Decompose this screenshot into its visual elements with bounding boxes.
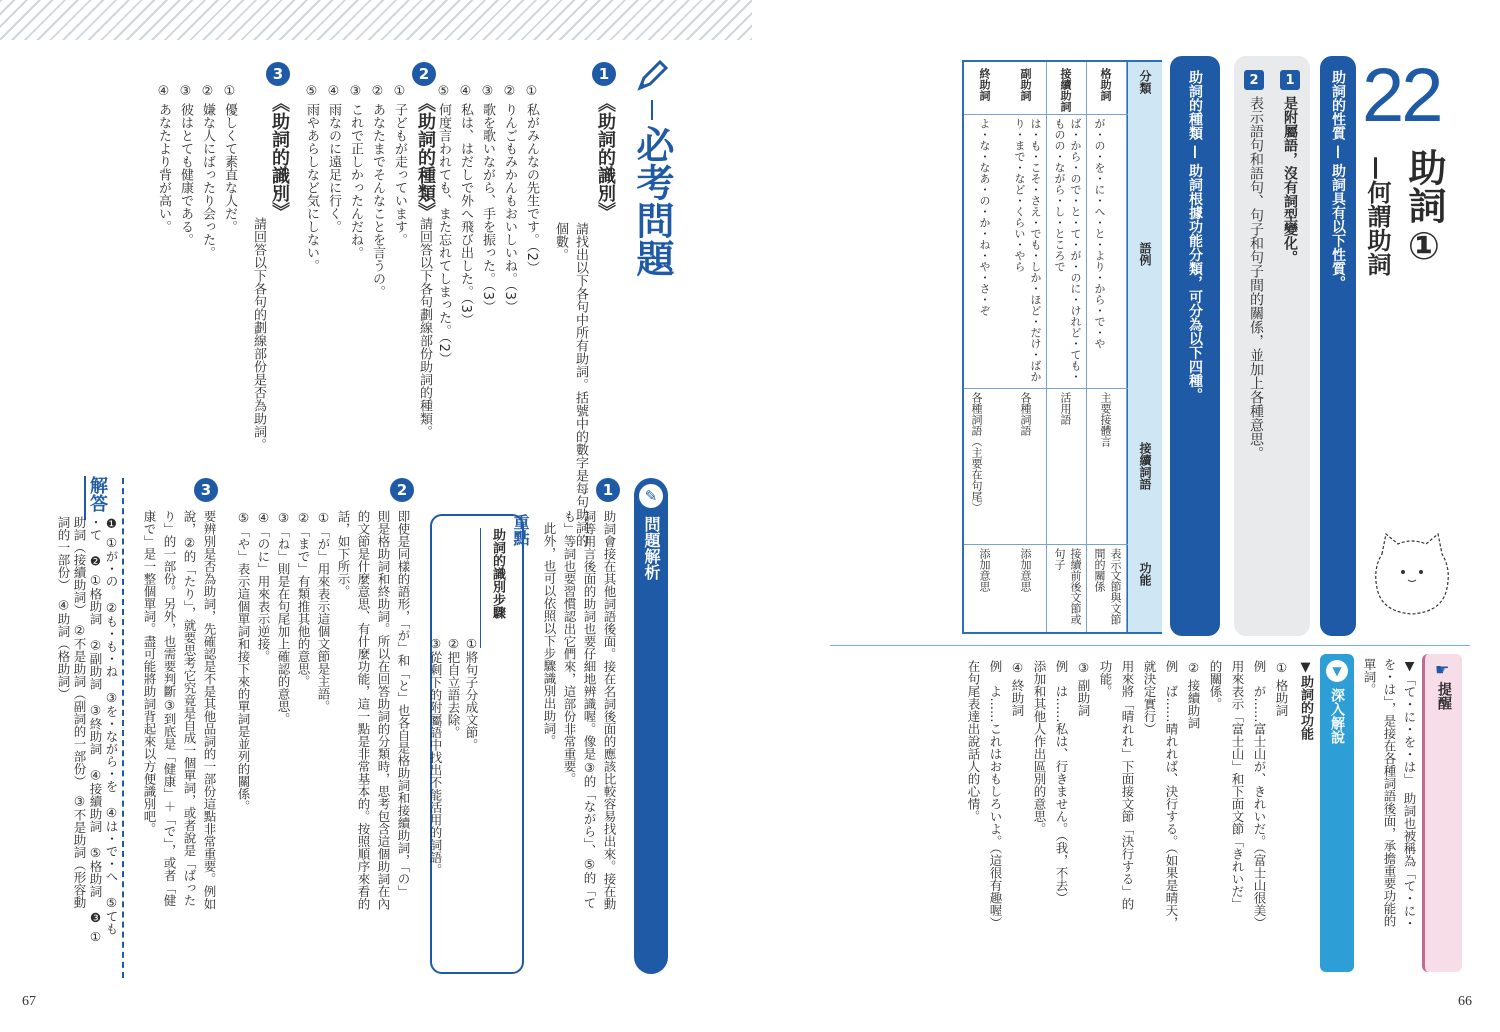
table-header-col xyxy=(1128,62,1162,632)
answers-underline xyxy=(84,476,86,520)
q1-instruction: 請找出以下各句中所有助詞。括號中的數字是每句助詞的個數。 xyxy=(553,222,588,547)
analysis-3 xyxy=(130,478,225,978)
table-sep xyxy=(964,544,1128,545)
analysis-2-line: ③「ね」則是在句尾加上確認的意思。 xyxy=(276,510,291,725)
page-number-right: 66 xyxy=(1458,994,1472,1009)
table-cell: 接續前後文節或句子 xyxy=(1053,548,1082,625)
table-cell: 格助詞 xyxy=(1099,68,1112,101)
answer-line: 助詞（接續助詞） ②不是助詞（副詞的一部份） ③不是助詞（形容動 xyxy=(72,516,87,909)
nature-header xyxy=(1320,56,1356,636)
q3-item: ② 嫌な人にばったり会った。 xyxy=(200,84,215,260)
analysis-3-line: 康で」是一整個單詞。盡可能將助詞背起來以方便識別吧。 xyxy=(142,510,157,835)
deep-line: 功能。 xyxy=(1098,660,1113,698)
deep-line: ③ 副助詞 xyxy=(1076,660,1091,717)
deep-line: 例 が……富士山が、きれいだ。（富士山很美） xyxy=(1252,660,1267,929)
title-rule xyxy=(651,100,653,120)
table-row-divider xyxy=(1127,62,1128,632)
q3-number: 3 xyxy=(266,62,290,86)
deep-line: 在句尾表達出說話人的心情。 xyxy=(966,660,981,823)
analysis-2-line: 的文節是什麼意思、有什麼功能，這一點是非常基本的。按照順序來看的 xyxy=(356,510,371,910)
q3-title: 《助詞的識別》 xyxy=(269,94,290,220)
tip-box xyxy=(1422,654,1462,972)
step-item: ③從剩下的附屬語中找出不能活用的詞語。 xyxy=(428,636,443,876)
table-cell: 主要接體言 xyxy=(1099,392,1112,447)
deep-line: 用來表示「富士山」和下面文節「きれいだ」 xyxy=(1230,660,1245,910)
tip-label: 提醒 xyxy=(1436,682,1452,710)
tip-line: 單詞。 xyxy=(1362,658,1377,696)
table-sep xyxy=(964,114,1128,115)
tip-line: ▼「て・に・を・は」 助詞也被稱為「て・に・ xyxy=(1402,658,1417,930)
analysis-1-line: 助詞會接在其他詞語後面。接在名詞後面的應該比較容易找出來。接在動 xyxy=(602,510,617,910)
q3-instruction: 請回答以下各句的劃線部份是否為助詞。 xyxy=(251,217,266,451)
types-header xyxy=(1170,56,1220,636)
answer-line: ・て ❷ ①格助詞 ②副助詞 ③終助詞 ④接續助詞 ⑤格助詞 ❸ ① xyxy=(88,516,103,944)
q2-block xyxy=(300,62,440,462)
table-header: 功能 xyxy=(1138,562,1152,586)
table-cell: 表示文節與文節間的關係 xyxy=(1093,548,1122,625)
answers-block xyxy=(54,516,120,976)
q2-instruction: 請回答以下各句劃線部份助詞的種類。 xyxy=(417,217,432,438)
cat-illustration xyxy=(1370,520,1454,620)
analysis-1 xyxy=(520,478,625,978)
table-cell: 添加意思 xyxy=(978,548,991,592)
paperclip-icon: ✎ xyxy=(639,484,663,508)
table-header: 分類 xyxy=(1138,70,1152,94)
q2-item: ④ 雨なのに遠足に行く。 xyxy=(326,84,341,234)
q3-item: ③ 彼はとても健康である。 xyxy=(178,84,193,247)
tip-line: を・は」，是接在各種詞語後面，承擔重要功能的 xyxy=(1382,658,1397,927)
nature-2-text: 表示語句和語句、句子和句子間的關係，並加上各種意思。 xyxy=(1248,96,1264,460)
analysis-2-line: 即使是同樣的語形，「が」和「と」也各自是格助詞和接續助詞，「の」 xyxy=(396,510,411,898)
analysis-1-number: 1 xyxy=(596,478,620,502)
q1-item: ④ 私は、はだしで外へ飛び出した。（3） xyxy=(458,84,473,326)
answers-label: 解答 xyxy=(87,476,108,512)
table-cell: よ・な・なあ・の・か・ね・や・さ・ぞ xyxy=(978,118,991,316)
types-table xyxy=(962,60,1162,634)
table-cell: 活用語 xyxy=(1059,392,1072,425)
deep-line: 添加和其他人作出區別的意思。 xyxy=(1032,660,1047,835)
deep-line: 的關係。 xyxy=(1208,660,1223,710)
analysis-3-number: 3 xyxy=(194,478,218,502)
q2-number: 2 xyxy=(412,62,436,86)
analysis-1-line: 詞等用言後面的助詞也要仔細地辨識喔。像是③的「ながら」、⑤的「て xyxy=(582,510,597,909)
deep-heading: ▼助詞的功能 xyxy=(1298,660,1313,740)
deep-line: ② 接續助詞 xyxy=(1186,660,1201,729)
steps-divider xyxy=(480,528,481,648)
q3-block xyxy=(140,62,290,462)
analysis-2 xyxy=(230,478,420,978)
nature-header-label: 助詞的性質 — 助詞具有以下性質。 xyxy=(1330,70,1346,290)
deep-line: 例 は……私は、行きません。（我，不去） xyxy=(1054,660,1069,904)
analysis-1-line: も」等詞也要習慣認出它們來，這部份非常重要。 xyxy=(562,510,577,785)
analysis-2-line: 則是格助詞和終助詞。所以在回答助詞的分類時，思考包含這個助詞在內 xyxy=(376,510,391,910)
table-header: 語例 xyxy=(1138,242,1152,266)
analysis-3-line: 要辨別是否為助詞，先確認是不是其他品詞的一部份這點非常重要。例如 xyxy=(202,510,217,910)
analysis-2-line: ⑤「や」表示這個單詞和接下來的單詞是並列的關係。 xyxy=(236,510,251,813)
table-row xyxy=(1007,62,1047,632)
table-cell: 各種詞語（主要在句尾） xyxy=(970,392,983,513)
step-item: ②把自立語去除。 xyxy=(446,636,461,739)
table-cell: 各種詞語 xyxy=(1019,392,1032,436)
nature-1-number: 1 xyxy=(1280,70,1300,90)
analysis-3-line: り」的一部份。另外，也需要判斷③到底是「健康」＋「で」，或者「健 xyxy=(162,510,177,907)
q2-item: ② あなたまでそんなことを言うの。 xyxy=(370,84,385,299)
steps-title: 助詞的識別步驟 xyxy=(490,528,505,619)
stripe-band xyxy=(0,0,752,40)
chapter-title: 助詞① xyxy=(1402,148,1446,268)
answers-divider xyxy=(122,478,124,978)
q2-item: ③ これで正しかったんだね。 xyxy=(348,84,363,260)
deep-line: ④ 終助詞 xyxy=(1010,660,1025,717)
table-cell: は・も・こそ・さえ・でも・しか・ほど・だけ・ばかり・まで・など・くらい・やら xyxy=(1013,118,1042,382)
q1-number: 1 xyxy=(592,62,616,86)
table-row xyxy=(1047,62,1087,632)
key-point-label: 重點 xyxy=(511,514,530,546)
table-cell: 副助詞 xyxy=(1019,68,1032,101)
deep-line: 例 ば……晴れれば、決行する。（如果是晴天， xyxy=(1164,660,1179,929)
q1-item: ② りんごもみかんもおいしいね。（3） xyxy=(502,84,517,313)
deep-label: 深入解說 xyxy=(1329,688,1345,744)
right-page xyxy=(750,0,1500,1032)
section-divider xyxy=(830,645,1470,646)
tip-text xyxy=(1360,658,1420,978)
q1-item: ⑤ 何度言われても、また忘れてしまった。（2） xyxy=(436,84,451,365)
answer-line: ❶ ①が・の ②も・も・ね ③を・ながら・を ④は・で・へ ⑤ても xyxy=(104,516,119,935)
analysis-2-line: ②「まで」有類推其他的意思。 xyxy=(296,510,311,688)
table-row xyxy=(964,62,1007,632)
table-sep xyxy=(964,388,1128,389)
q3-item: ④ あなたより背が高い。 xyxy=(156,84,171,234)
analysis-2-line: ④「のに」用來表示逆接。 xyxy=(256,510,271,663)
deep-icon: ▼ xyxy=(1326,660,1348,682)
nature-2-number: 2 xyxy=(1244,70,1264,90)
step-item: ①將句子分成文節。 xyxy=(464,636,479,751)
deep-line: 用來將「晴れれ」下面接文節「決行する」的 xyxy=(1120,660,1135,910)
pencil-icon xyxy=(634,58,670,94)
hand-icon: ☛ xyxy=(1435,660,1450,679)
table-cell: ば・から・ので・と・て・が・のに・けれど・ても・ものの・ながら・し・ところで xyxy=(1053,118,1082,382)
deep-line: 就決定實行） xyxy=(1142,660,1157,735)
deep-header xyxy=(1320,654,1354,972)
table-cell: 接續助詞 xyxy=(1059,68,1072,112)
table-row xyxy=(1087,62,1127,632)
analysis-3-line: 說，②的「たり」，就要思考它究竟是自成一個單詞，或者說是「ばった xyxy=(182,510,197,907)
q2-item: ① 子どもが走っています。 xyxy=(392,84,407,247)
q2-item: ⑤ 雨やあらしなど気にしない。 xyxy=(304,84,319,273)
types-header-label: 助詞的種類 — 助詞根據功能分類，可分為以下四種。 xyxy=(1187,70,1203,402)
analysis-label: 問題解析 xyxy=(642,516,661,580)
q1-item: ③ 歌を歌いながら、手を振った。（3） xyxy=(480,84,495,313)
analysis-2-line: ①「が」用來表示這個文節是主語。 xyxy=(316,510,331,713)
table-cell: 添加意思 xyxy=(1019,548,1032,592)
chapter-number: 22 xyxy=(1362,53,1441,138)
deep-line: ① 格助詞 xyxy=(1274,660,1289,717)
q2-title: 《助詞的種類》 xyxy=(415,94,436,220)
key-point-box xyxy=(430,514,524,974)
page-number-left: 67 xyxy=(22,994,36,1009)
table-header: 接續詞語 xyxy=(1138,442,1152,490)
analysis-2-line: 話，如下所示。 xyxy=(336,510,351,598)
deep-body xyxy=(964,660,1294,980)
page-title: 必考問題 xyxy=(630,125,674,277)
nature-body xyxy=(1234,56,1310,636)
q1-title: 《助詞的識別》 xyxy=(595,94,616,220)
deep-line: 例 よ……これはおもしろいよ。（這很有趣喔） xyxy=(988,660,1003,929)
q3-item: ① 優しくて素直な人だ。 xyxy=(222,84,237,234)
table-cell: が・の・を・に・へ・と・より・から・で・や xyxy=(1093,118,1106,349)
chapter-subtitle: —何謂助詞 xyxy=(1363,156,1391,276)
analysis-1-line: 此外，也可以依照以下步驟識別出助詞。 xyxy=(542,522,557,747)
table-cell: 終助詞 xyxy=(978,68,991,101)
analysis-header xyxy=(634,478,668,974)
q1-item: ① 私がみんなの先生です。（2） xyxy=(524,84,539,274)
nature-1-text: 是附屬語，沒有詞型變化。 xyxy=(1282,96,1298,264)
analysis-2-number: 2 xyxy=(390,478,414,502)
answer-line: 詞的一部份） ④助詞（格助詞） xyxy=(56,516,71,700)
